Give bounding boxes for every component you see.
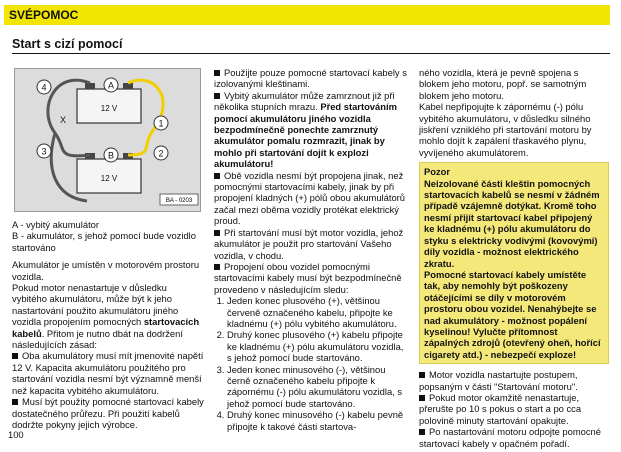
- label-2: 2: [158, 148, 164, 159]
- bullet-start-engine: Motor vozidla nastartujte postupem, popsaným v části "Startování motoru".: [419, 369, 609, 392]
- step-2: 2. Druhý konec plusového (+) kabelu připojte ke kladnému (+) pólu akumulátoru vozidla, s jehož pomocí bude startováno.: [227, 329, 410, 363]
- step-4-continuation: ného vozidla, která je pevně spojena s blokem jeho motoru, popř. se samotným blokem jeho motoru.: [419, 67, 587, 101]
- connection-steps: [214, 295, 410, 432]
- p2-text-a: Pokud motor nenastartuje v důsledku vybitého akumulátoru, může být k jeho nastartování použito akumulátoru jiného vozidla propojením pomocných: [12, 282, 179, 328]
- battery-a-terminal-plus: [123, 83, 133, 89]
- warning-text-1: Neizolované části kleštin pomocných startovacích kabelů se nesmí v žádném případě vzájemně dotýkat. Kromě toho nesmí přijít startovací kabel připojený ke kladnému (+) pólu akumulátoru do styku s elektricky vodivými (kovovými) díly vozidla - možnost elektrického zkratu.: [424, 177, 600, 269]
- paragraph-jump-start: [12, 282, 204, 350]
- p2-text-c: . Přitom je nutno dbát na dodržení následujících zásad:: [12, 327, 183, 351]
- bullet-sequence: Propojení obou vozidel pomocnými startovacími kabely musí být bezpodmínečně provedeno v následujícím sledu:: [214, 261, 410, 295]
- section-header: [4, 5, 610, 25]
- step-3: 3. Jeden konec minusového (-), většinou černě označeného kabelu připojte k zápornému (-) pólu akumulátoru vozidla, s jehož pomocí bude startováno.: [227, 364, 410, 410]
- warning-box: [419, 162, 609, 364]
- label-a: A: [107, 80, 115, 91]
- label-x: X: [59, 115, 67, 125]
- column-2: [214, 67, 410, 432]
- figure-code: BA - 0203: [165, 198, 193, 204]
- bullet-connection: Obě vozidla nesmí být propojena jinak, než pomocnými startovacími kabely, jinak by při propojení kladných (+) pólů obou akumulátorů začal mezi oběma vozidly protékat elektrický proud.: [214, 170, 410, 227]
- label-3: 3: [41, 146, 47, 157]
- bullet-disconnect: Po nastartování motoru odpojte pomocné startovací kabely v opačném pořadí.: [419, 426, 609, 449]
- legend-a: A - vybitý akumulátor: [12, 219, 100, 230]
- column-1: [12, 219, 204, 430]
- bullet-retry: Pokud motor okamžitě nenastartuje, přerušte po 10 s pokus o start a po cca polovině minuty startování opakujte.: [419, 392, 609, 426]
- label-1: 1: [158, 118, 164, 129]
- page-title: Start s cizí pomocí: [12, 37, 610, 54]
- label-4: 4: [41, 82, 47, 93]
- bullet-frozen: [214, 90, 410, 170]
- diagram-svg: [15, 69, 200, 211]
- voltage-a: 12 V: [100, 104, 118, 113]
- step-4: 4. Druhý konec minusového (-) kabelu pevně připojte k takové části startova-: [227, 409, 410, 432]
- warning-text-2: Pomocné startovací kabely umístěte tak, aby nemohly být poškozeny otáčejícími se díly v motorovém prostoru obou vozidel. Nenahýbejte se nad akumulátory - možnost popálení kyselinou! Vylučte přítomnost zápalných zdrojů (otevřený oheň, hořící cigarety atd.) - nebezpečí exploze!: [424, 268, 601, 360]
- step-1: 1. Jeden konec plusového (+), většinou červeně označeného kabelu, připojte ke kladnému (+) pólu vybitého akumulátoru.: [227, 295, 410, 329]
- voltage-b: 12 V: [100, 174, 118, 183]
- paragraph-location: Akumulátor je umístěn v motorovém prostoru vozidla.: [12, 259, 200, 282]
- frozen-text: Vybitý akumulátor může zamrznout již při několika stupních mrazu.: [214, 89, 395, 113]
- jump-start-diagram: [14, 68, 201, 212]
- bullet-cables: Musí být použity pomocné startovací kabely dostatečného průřezu. Při použití kabelů dodržte pokyny jejich výrobce.: [12, 396, 204, 430]
- bullet-insulated: Použijte pouze pomocné startovací kabely s izolovanými kleštinami.: [214, 67, 410, 90]
- p2-text-bold: startovacích kabelů: [12, 316, 200, 339]
- warning-title: Pozor: [424, 166, 451, 178]
- frozen-text-bold: Před startováním pomocí akumulátoru jiného vozidla bezpodmínečně ponechte zamrznutý akumulátor pomalu rozmrazit, jinak by mohlo při startování dojít k explozi akumulátoru!: [214, 101, 397, 170]
- bullet-voltage: Oba akumulátory musí mít jmenovité napětí 12 V. Kapacita akumulátoru použitého pro startování vozidla nesmí být významně menší než kapacita vybitého akumulátoru.: [12, 350, 204, 396]
- bullet-engine-running: Při startování musí být motor vozidla, jehož akumulátor je použit pro startování Vašeho vozidla, v chodu.: [214, 227, 410, 261]
- label-b: B: [107, 150, 115, 161]
- battery-a-terminal-minus: [85, 83, 95, 89]
- page-number: 100: [8, 429, 24, 440]
- section-title: SVÉPOMOC: [9, 8, 79, 22]
- paragraph-negative-pole: Kabel nepřipojujte k zápornému (-) pólu vybitého akumulátoru, v důsledku silného jiskření vzniklého při startování motoru by mohlo dojít k zapálení třaskavého plynu, vyvíjeného akumulátorem.: [419, 101, 592, 158]
- column-3: [419, 67, 609, 449]
- legend-b: B - akumulátor, s jehož pomocí bude vozidlo startováno: [12, 230, 196, 253]
